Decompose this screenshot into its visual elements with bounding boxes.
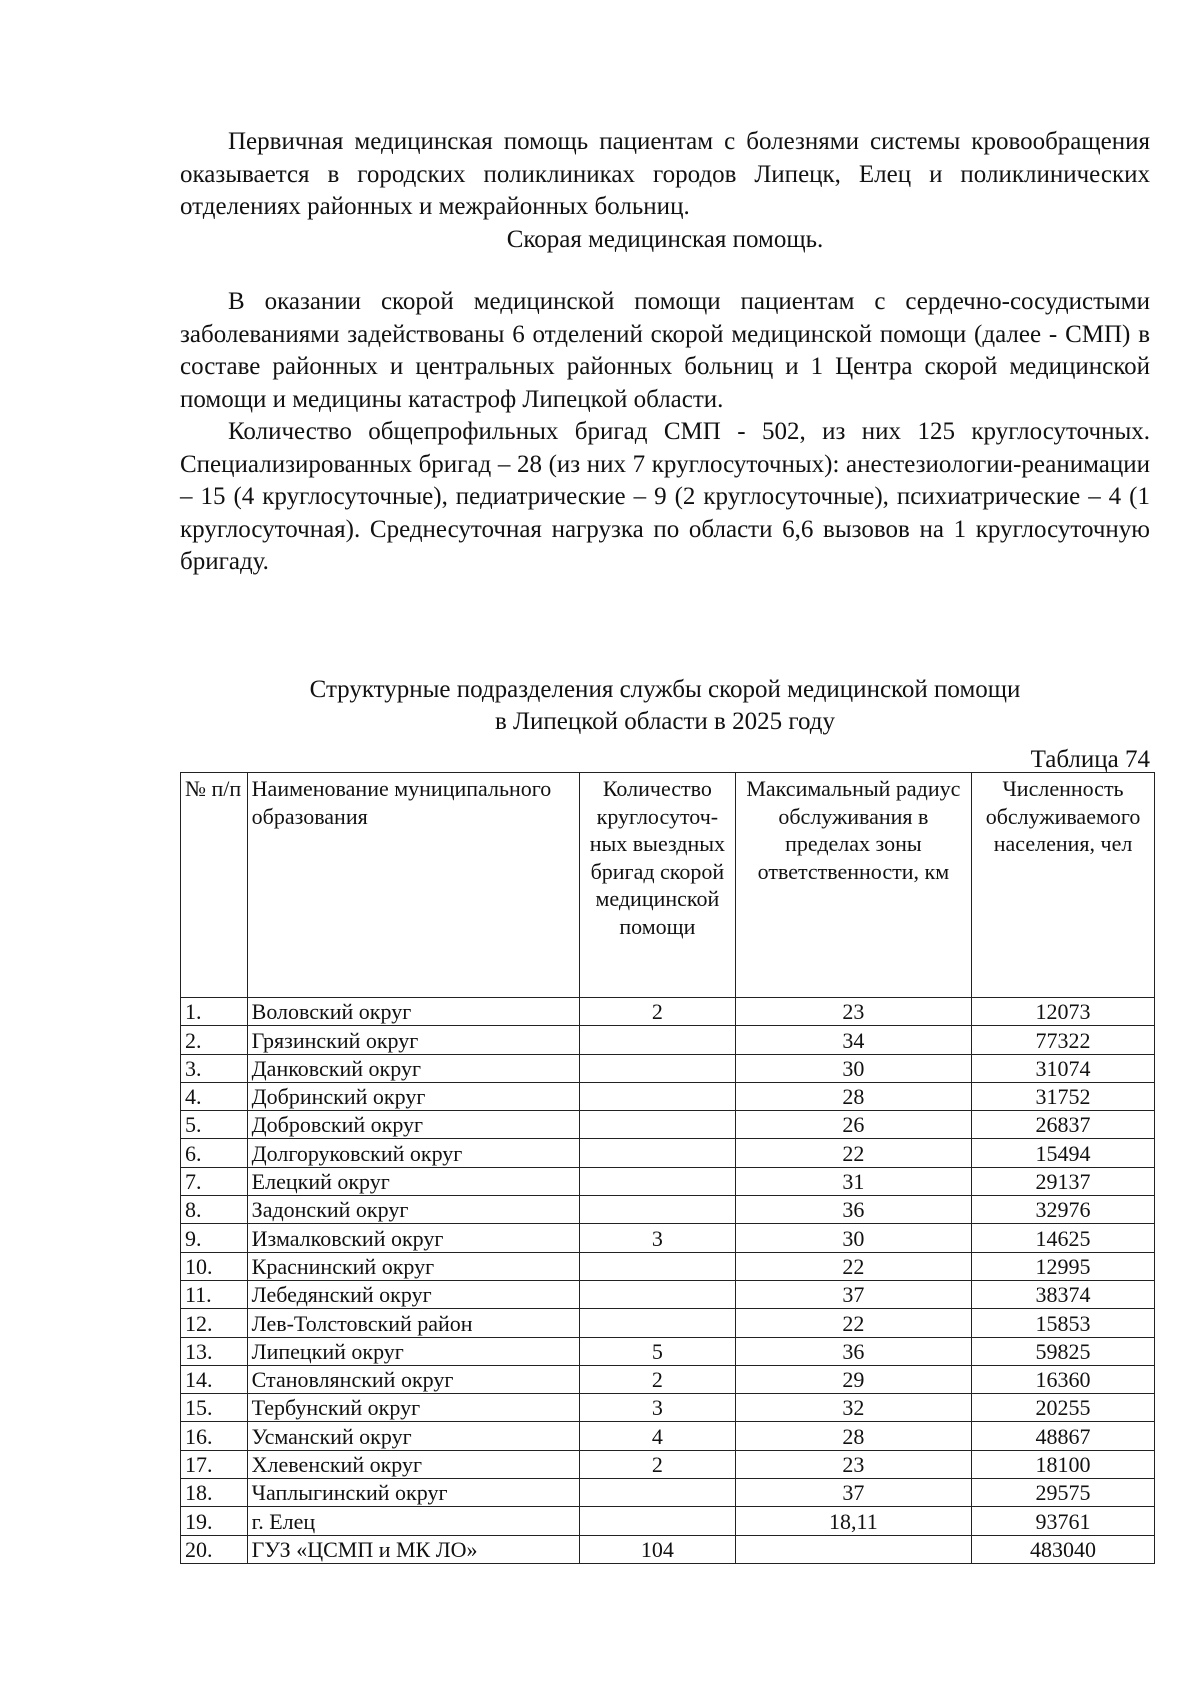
cell-brigades: 5 [580,1337,736,1365]
cell-num: 11. [181,1280,248,1308]
cell-radius: 37 [735,1479,971,1507]
cell-population: 38374 [972,1280,1155,1308]
cell-brigades: 104 [580,1535,736,1563]
cell-brigades: 3 [580,1224,736,1252]
section-heading: Скорая медицинская помощь. [506,225,824,253]
cell-brigades [580,1196,736,1224]
cell-population: 12995 [972,1252,1155,1280]
cell-radius: 22 [735,1139,971,1167]
cell-radius: 32 [735,1394,971,1422]
cell-num: 8. [181,1196,248,1224]
cell-radius: 26 [735,1111,971,1139]
cell-num: 14. [181,1365,248,1393]
cell-population: 15853 [972,1309,1155,1337]
cell-name: Усманский округ [247,1422,579,1450]
cell-name: Добринский округ [247,1082,579,1110]
cell-num: 15. [181,1394,248,1422]
cell-population: 31752 [972,1082,1155,1110]
header-radius: Максимальный радиус обслуживания в пределах зоны ответственности, км [735,773,971,998]
cell-brigades [580,1507,736,1535]
cell-radius: 29 [735,1365,971,1393]
table-row [181,1167,1155,1195]
cell-num: 4. [181,1082,248,1110]
cell-population: 48867 [972,1422,1155,1450]
cell-num: 9. [181,1224,248,1252]
cell-num: 20. [181,1535,248,1563]
cell-radius: 34 [735,1026,971,1054]
table-row [181,1252,1155,1280]
cell-radius: 36 [735,1196,971,1224]
header-num: № п/п [181,773,248,998]
cell-brigades: 2 [580,1365,736,1393]
cell-num: 17. [181,1450,248,1478]
cell-brigades [580,1252,736,1280]
cell-brigades: 3 [580,1394,736,1422]
cell-name: Лев-Толстовский район [247,1309,579,1337]
cell-population: 29575 [972,1479,1155,1507]
cell-brigades [580,1280,736,1308]
cell-brigades: 2 [580,1450,736,1478]
table-row [181,1535,1155,1563]
cell-radius: 36 [735,1337,971,1365]
cell-population: 15494 [972,1139,1155,1167]
cell-num: 5. [181,1111,248,1139]
table-row [181,1082,1155,1110]
cell-name: Тербунский округ [247,1394,579,1422]
cell-num: 10. [181,1252,248,1280]
table-caption-line-1: Структурные подразделения службы скорой медицинской помощи [309,676,1021,703]
cell-population: 59825 [972,1337,1155,1365]
cell-brigades: 4 [580,1422,736,1450]
cell-radius: 30 [735,1224,971,1252]
ambulance-section [180,286,1150,579]
cell-population: 18100 [972,1450,1155,1478]
table-row [181,1224,1155,1252]
cell-brigades: 2 [580,998,736,1026]
table-row [181,1507,1155,1535]
cell-population: 26837 [972,1111,1155,1139]
cell-num: 19. [181,1507,248,1535]
cell-brigades [580,1167,736,1195]
cell-radius: 23 [735,1450,971,1478]
cell-name: Долгоруковский округ [247,1139,579,1167]
cell-num: 3. [181,1054,248,1082]
cell-population: 483040 [972,1535,1155,1563]
cell-population: 93761 [972,1507,1155,1535]
cell-num: 12. [181,1309,248,1337]
table-row [181,1111,1155,1139]
cell-num: 13. [181,1337,248,1365]
cell-name: Лебедянский округ [247,1280,579,1308]
cell-brigades [580,1479,736,1507]
table-row [181,1422,1155,1450]
cell-radius: 37 [735,1280,971,1308]
cell-name: Липецкий округ [247,1337,579,1365]
table-label: Таблица 74 [1030,746,1150,773]
cell-name: Краснинский округ [247,1252,579,1280]
cell-population: 77322 [972,1026,1155,1054]
ambulance-paragraph-2: Количество общепрофильных бригад СМП - 502, из них 125 круглосуточных. Специализированных бригад – 28 (из них 7 круглосуточных): анестезиологии-реанимации – 15 (4 круглосуточные), педиатрические – 9 (2 круглосуточные), психиатрические – 4 (1 круглосуточная). Среднесуточная нагрузка по области 6,6 вызовов на 1 круглосуточную бригаду. [180,418,1150,575]
table-row [181,1054,1155,1082]
table-row [181,1365,1155,1393]
cell-name: Чаплыгинский округ [247,1479,579,1507]
table-caption-line-2: в Липецкой области в 2025 году [494,708,835,735]
cell-radius: 23 [735,998,971,1026]
cell-name: Грязинский округ [247,1026,579,1054]
header-brigades: Количество круглосуточ-ных выездных бригад скорой медицинской помощи [580,773,736,998]
cell-num: 18. [181,1479,248,1507]
ambulance-units-table [180,772,1155,1564]
cell-brigades [580,1082,736,1110]
table-header-row [181,773,1155,998]
cell-radius: 31 [735,1167,971,1195]
table-body [181,998,1155,1564]
table-row [181,998,1155,1026]
cell-name: Становлянский округ [247,1365,579,1393]
table-row [181,1337,1155,1365]
table-caption [180,674,1150,738]
cell-population: 20255 [972,1394,1155,1422]
table-row [181,1450,1155,1478]
cell-radius: 30 [735,1054,971,1082]
header-name: Наименование муниципального образования [247,773,579,998]
ambulance-paragraph-1: В оказании скорой медицинской помощи пациентам с сердечно-сосудистыми заболеваниями задействованы 6 отделений скорой медицинской помощи (далее - СМП) в составе районных и центральных районных больниц и 1 Центра скорой медицинской помощи и медицины катастроф Липецкой области. [180,288,1150,413]
cell-name: Елецкий округ [247,1167,579,1195]
cell-num: 1. [181,998,248,1026]
cell-num: 16. [181,1422,248,1450]
cell-radius [735,1535,971,1563]
cell-num: 7. [181,1167,248,1195]
intro-paragraph: Первичная медицинская помощь пациентам с болезнями системы кровообращения оказывается в городских поликлиниках городов Липецк, Елец и поликлинических отделениях районных и межрайонных больниц. [180,128,1150,220]
cell-brigades [580,1139,736,1167]
cell-radius: 22 [735,1252,971,1280]
cell-population: 12073 [972,998,1155,1026]
intro-section [180,126,1150,256]
table-row [181,1280,1155,1308]
table-row [181,1139,1155,1167]
table-row [181,1026,1155,1054]
cell-radius: 22 [735,1309,971,1337]
cell-name: Добровский округ [247,1111,579,1139]
cell-name: Измалковский округ [247,1224,579,1252]
cell-name: г. Елец [247,1507,579,1535]
cell-brigades [580,1054,736,1082]
cell-population: 32976 [972,1196,1155,1224]
cell-num: 2. [181,1026,248,1054]
table-row [181,1196,1155,1224]
cell-brigades [580,1026,736,1054]
cell-brigades [580,1309,736,1337]
cell-population: 29137 [972,1167,1155,1195]
cell-brigades [580,1111,736,1139]
table-row [181,1309,1155,1337]
cell-radius: 28 [735,1082,971,1110]
table-row [181,1479,1155,1507]
cell-name: Данковский округ [247,1054,579,1082]
cell-radius: 18,11 [735,1507,971,1535]
cell-name: Хлевенский округ [247,1450,579,1478]
cell-name: ГУЗ «ЦСМП и МК ЛО» [247,1535,579,1563]
cell-name: Задонский округ [247,1196,579,1224]
cell-population: 14625 [972,1224,1155,1252]
table-row [181,1394,1155,1422]
header-population: Численность обслуживаемого населения, чел [972,773,1155,998]
cell-name: Воловский округ [247,998,579,1026]
cell-population: 16360 [972,1365,1155,1393]
cell-population: 31074 [972,1054,1155,1082]
cell-radius: 28 [735,1422,971,1450]
cell-num: 6. [181,1139,248,1167]
